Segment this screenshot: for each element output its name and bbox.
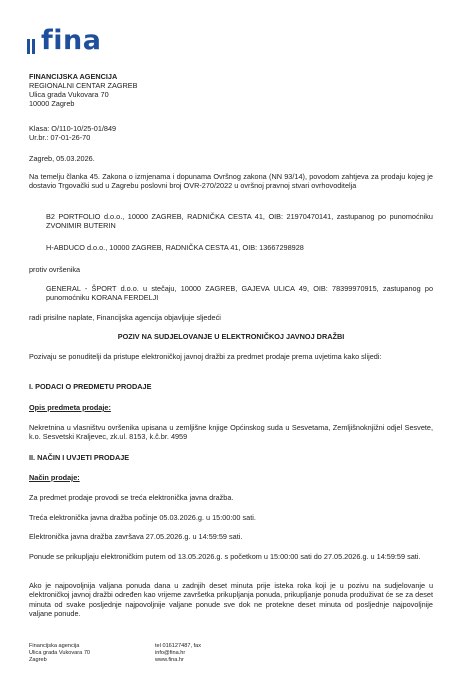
footer-agency: Financijska agencija bbox=[29, 643, 80, 649]
sale-paragraph-2: Treća elektronička javna dražba počinje 05.03.2026.g. u 15:00:00 sati. bbox=[29, 513, 256, 522]
sender-address bbox=[29, 72, 433, 108]
city: 10000 Zagreb bbox=[29, 99, 75, 108]
footer-phone: tel 016127487, fax bbox=[155, 643, 202, 649]
street-address: Ulica grada Vukovara 70 bbox=[29, 90, 109, 99]
document-title: POZIV NA SUDJELOVANJE U ELEKTRONIČKOJ JAVNOJ DRAŽBI bbox=[117, 332, 345, 341]
sale-paragraph-4: Ponude se prikupljaju elektroničkim putem od 13.05.2026.g. s početkom u 15:00:00 sati do 27.05.2026.g. u 14:59:59 sati. bbox=[29, 552, 421, 561]
footer-website: www.fina.hr bbox=[155, 657, 184, 663]
purpose-line: radi prisilne naplate, Financijska agencija objavljuje sljedeći bbox=[29, 313, 221, 322]
sale-paragraph-5: Ako je najpovoljnija valjana ponuda dana u zadnjih deset minuta prije isteka roka koji je u pozivu na sudjelovanje u elektroničkoj javnoj dražbi određen kao vrijeme završetka prikupljanja ponuda, prikupljanje ponuda produživat će se za deset minuta od svake posljednje najpovoljnije valjane ponude sve dok ne protekne deset minuta od posljednje najpovoljnije valjane ponude. bbox=[29, 581, 433, 619]
invitation-paragraph: Pozivaju se ponuditelji da pristupe elektroničkoj javnoj dražbi za predmet prodaje prema uvjetima kako slijedi: bbox=[29, 352, 382, 361]
against-label: protiv ovršenika bbox=[29, 265, 81, 274]
creditor-2: H-ABDUCO d.o.o., 10000 ZAGREB, RADNIČKA CESTA 41, OIB: 13667298928 bbox=[46, 243, 304, 252]
document-date: Zagreb, 05.03.2026. bbox=[29, 154, 95, 163]
creditor-1: B2 PORTFOLIO d.o.o., 10000 ZAGREB, RADNIČKA CESTA 41, OIB: 21970470141, zastupanog po punomoćniku ZVONIMIR BUTERIN bbox=[46, 212, 433, 231]
sale-paragraph-1: Za predmet prodaje provodi se treća elektronička javna dražba. bbox=[29, 493, 234, 502]
regional-centre: REGIONALNI CENTAR ZAGREB bbox=[29, 81, 138, 90]
section-1-subheading: Opis predmeta prodaje: bbox=[29, 403, 111, 412]
footer-email: info@fina.hr bbox=[155, 650, 186, 656]
footer-contact bbox=[155, 643, 201, 664]
agency-name: FINANCIJSKA AGENCIJA bbox=[29, 72, 118, 81]
klasa: Klasa: O/110-10/25-01/849 bbox=[29, 124, 117, 133]
section-2-subheading: Način prodaje: bbox=[29, 473, 80, 482]
fina-logo bbox=[27, 26, 101, 54]
section-2-heading: II. NAČIN I UVJETI PRODAJE bbox=[29, 453, 130, 462]
fina-logo-text: fina bbox=[41, 25, 102, 56]
footer-address bbox=[29, 643, 90, 664]
property-description: Nekretnina u vlasništvu ovršenika upisana u zemljišne knjige Općinskog suda u Sesvetama, Zemljišnoknjižni odjel Sesvete, k.o. Sesvetski Kraljevec, zk.ul. 8153, k.č.br. 4959 bbox=[29, 423, 433, 442]
urbr: Ur.br.: 07-01-26-70 bbox=[29, 133, 91, 142]
debtor: GENERAL - ŠPORT d.o.o. u stečaju, 10000 ZAGREB, GAJEVA ULICA 49, OIB: 78399970915, zastupanog po punomoćniku KORANA FERDELJI bbox=[46, 284, 433, 303]
reference-numbers bbox=[29, 124, 433, 142]
section-1-heading: I. PODACI O PREDMETU PRODAJE bbox=[29, 382, 152, 391]
fina-logo-bars-icon bbox=[27, 39, 37, 54]
sale-paragraph-3: Elektronička javna dražba završava 27.05.2026.g. u 14:59:59 sati. bbox=[29, 532, 243, 541]
intro-paragraph: Na temelju članka 45. Zakona o izmjenama i dopunama Ovršnog zakona (NN 93/14), povodom zahtjeva za prodaju kojeg je dostavio Trgovački sud u Zagrebu poslovni broj OVR-270/2022 u ovršnoj pravnoj stvari ovrhovoditelja bbox=[29, 172, 433, 191]
footer-city: Zagreb bbox=[29, 657, 47, 663]
footer-street: Ulica grada Vukovara 70 bbox=[29, 650, 91, 656]
